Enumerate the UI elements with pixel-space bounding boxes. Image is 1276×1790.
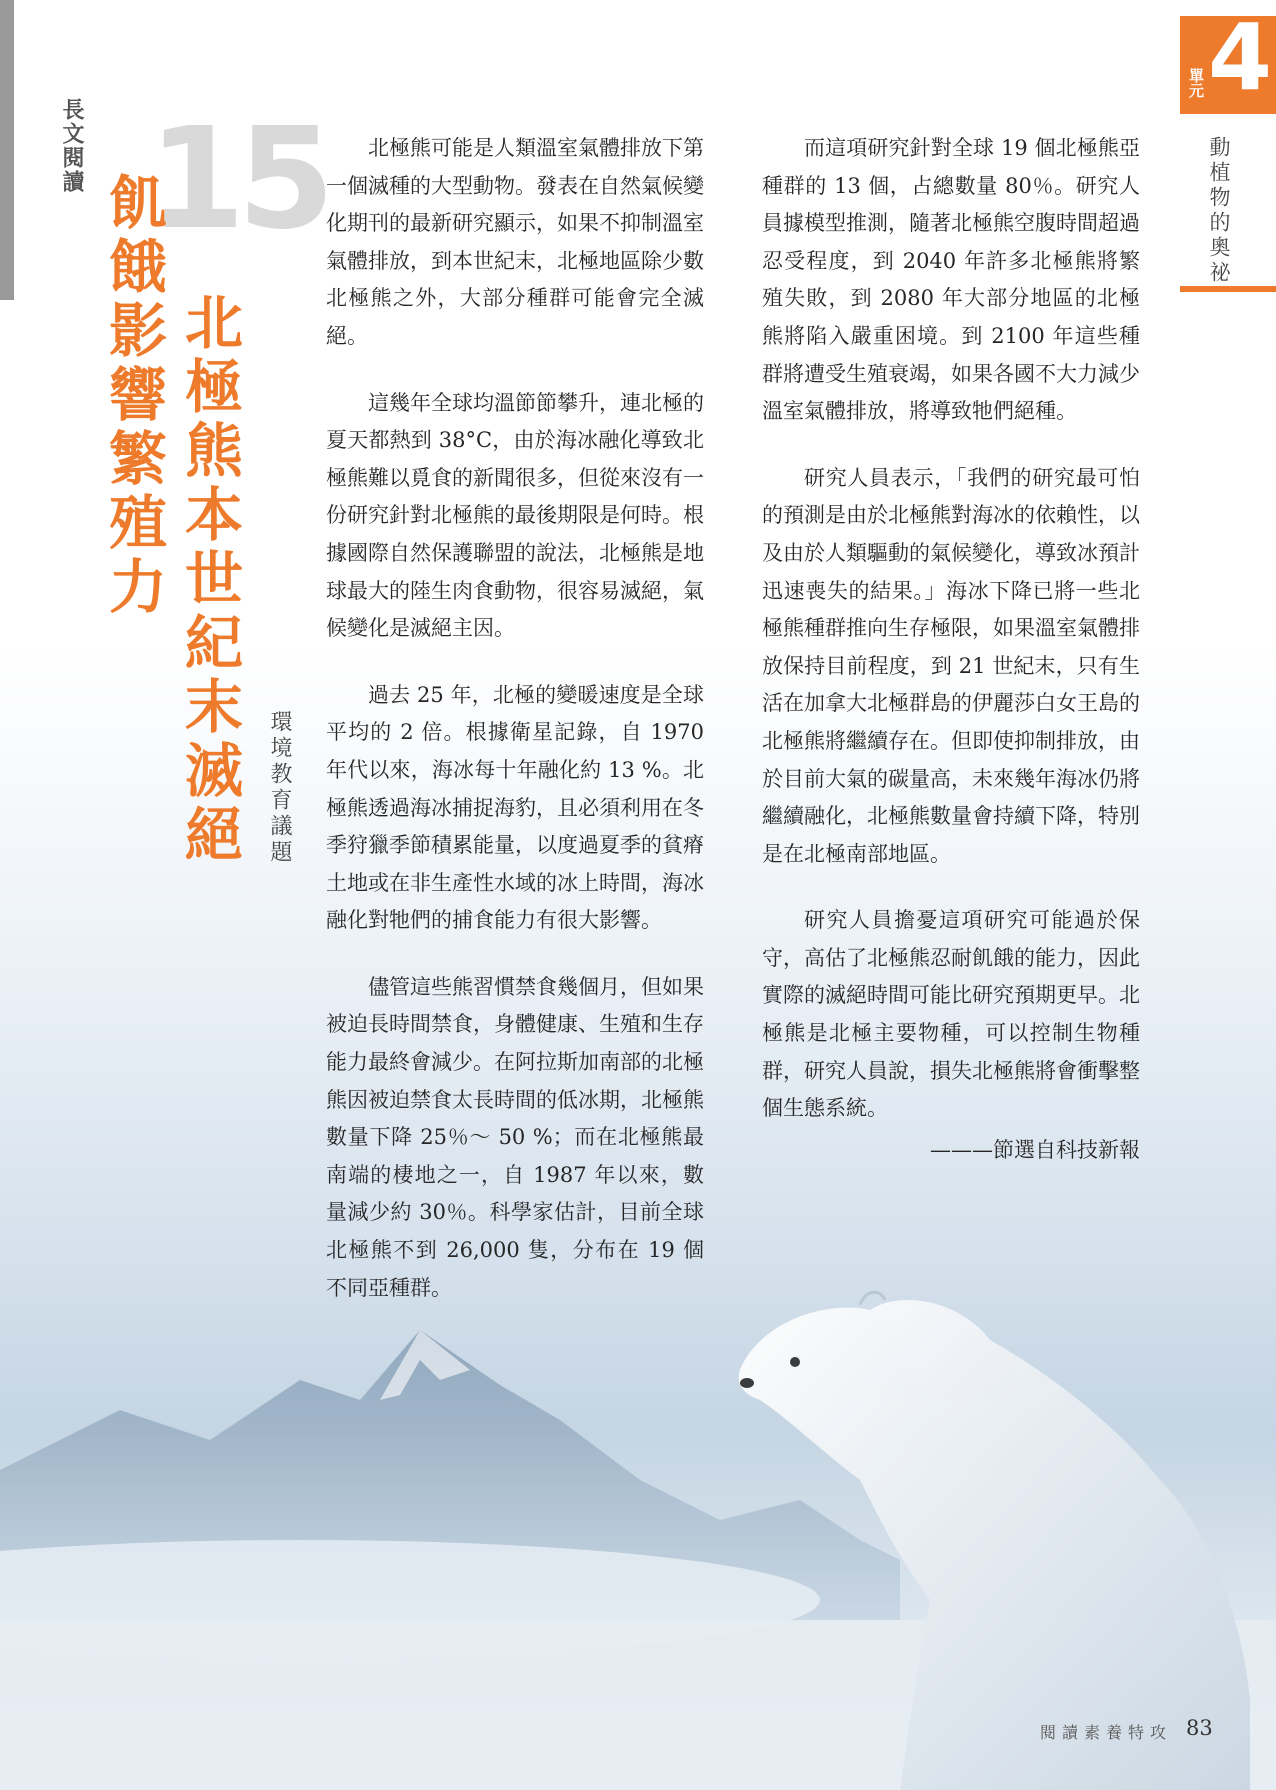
article-number: 15 xyxy=(148,98,327,261)
article-column-2 xyxy=(762,130,1140,1198)
paragraph: 儘管這些熊習慣禁食幾個月，但如果被迫長時間禁食，身體健康、生殖和生存能力最終會減少。在阿拉斯加南部的北極熊因被迫禁食太長時間的低冰期，北極熊數量下降 25％～ 50 %；而在北極熊最南端的棲地之一，自 1987 年以來，數量減少約 30％。科學家估計，目前全球北極熊不到 26,000 隻，分布在 19 個不同亞種群。 xyxy=(326,974,704,1300)
paragraph: 而這項研究針對全球 19 個北極熊亞種群的 13 個，占總數量 80％。研究人員據模型推測，隨著北極熊空腹時間超過忍受程度，到 2040 年許多北極熊將繁殖失敗，到 2080 年大部分地區的北極熊將陷入嚴重困境。到 2100 年這些種群將遭受生殖衰竭，如果各國不大力減少溫室氣體排放，將導致牠們絕種。 xyxy=(762,136,1140,424)
unit-number: 4 xyxy=(1208,4,1273,111)
unit-divider xyxy=(1180,286,1276,292)
paragraph: 這幾年全球均溫節節攀升，連北極的夏天都熱到 38°C，由於海冰融化導致北極熊難以覓食的新聞很多，但從來沒有一份研究針對北極熊的最後期限是何時。根據國際自然保護聯盟的說法，北極熊是地球最大的陸生肉食動物，很容易滅絕，氣候變化是滅絕主因。 xyxy=(326,390,704,641)
paragraph: 研究人員擔憂這項研究可能過於保守，高估了北極熊忍耐飢餓的能力，因此實際的滅絕時間可能比研究預期更早。北極熊是北極主要物種，可以控制生物種群，研究人員說，損失北極熊將會衝擊整個生態系統。 xyxy=(762,908,1140,1121)
title-line-main: 北極熊本世紀末滅絕 xyxy=(175,292,243,868)
paragraph: 北極熊可能是人類溫室氣體排放下第一個滅種的大型動物。發表在自然氣候變化期刊的最新研究顯示，如果不抑制溫室氣體排放，到本世紀末，北極地區除少數北極熊之外，大部分種群可能會完全滅絕。 xyxy=(326,136,704,348)
unit-label: 單元 xyxy=(1187,68,1205,98)
paragraph: 研究人員表示，「我們的研究最可怕的預測是由於北極熊對海冰的依賴性，以及由於人類驅動的氣候變化，導致冰預計迅速喪失的結果。」海冰下降已將一些北極熊種群推向生存極限，如果溫室氣體排放保持目前程度，到 21 世紀末，只有生活在加拿大北極群島的伊麗莎白女王島的北極熊將繼續存在。但即使抑制排放，由於目前大氣的碳量高，未來幾年海冰仍將繼續融化，北極熊數量會持續下降，特別是在北極南部地區。 xyxy=(762,465,1140,866)
topic-label: 環境教育議題 xyxy=(267,710,292,866)
title-line-sub: 飢餓影響繁殖力 xyxy=(99,172,167,620)
book-title: 閱讀素養特攻 xyxy=(1040,1723,1173,1742)
source-credit: ———節選自科技新報 xyxy=(930,1137,1140,1162)
left-edge-bar xyxy=(0,0,14,300)
unit-badge xyxy=(1180,4,1276,114)
page-number: 83 xyxy=(1186,1716,1213,1740)
section-tag: 長文閱讀 xyxy=(59,98,84,194)
paragraph: 過去 25 年，北極的變暖速度是全球平均的 2 倍。根據衛星記錄，自 1970 年代以來，海冰每十年融化約 13 %。北極熊透過海冰捕捉海豹，且必須利用在冬季狩獵季節積累能量，以度過夏季的貧瘠土地或在非生產性水域的冰上時間，海冰融化對牠們的捕食能力有很大影響。 xyxy=(326,682,704,933)
unit-theme: 動植物的奧祕 xyxy=(1207,136,1231,286)
article-column-1 xyxy=(326,130,704,1336)
